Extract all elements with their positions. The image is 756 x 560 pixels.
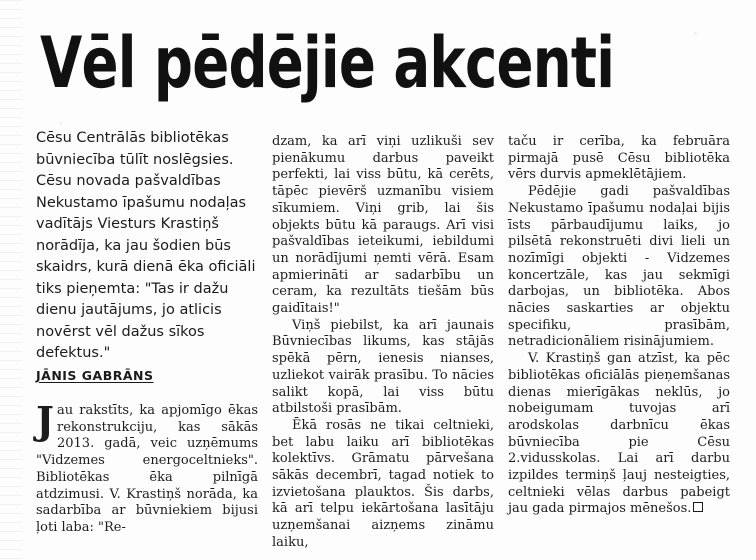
column-3-paragraph-3-text: V. Krastiņš gan atzīst, ka pēc bibliotēkas oficiālās pieņemšanas dienas mierīgākas neklūs, jo nobeigumam tuvojas arī arodskolas darbnīcu ēkas būvniecība pie Cēsu 2.vidusskolas. Lai arī darbu izpildes termiņš ļauj nesteigties, celtnieki vēlas darbus pabeigt jau gada pirmajos mēnešos. [508, 351, 730, 517]
column-3-paragraph-2: Pēdējie gadi pašvaldības Nekustamo īpašumu nodaļai bijis īsts pārbaudījumu laiks, jo pilsētā rekonstruēti divi lieli un nozīmīgi objekti - Vidzemes koncertzāle, kas jau sekmīgi darbojas, un bibliotēka. Abos nācies saskarties ar objektu specifiku, prasībām, netradicionāliem risinājumiem. [508, 184, 730, 350]
article-headline: Vēl pēdējie akcenti [40, 22, 615, 104]
column-1-paragraph [36, 398, 258, 537]
lead-paragraph: Cēsu Centrālās bibliotēkas būvniecība tūlīt noslēgsies. Cēsu novada pašvaldības Nekustamo īpašumu nodaļas vadītājs Viesturs Krastiņš norādīja, ka jau šodien būs skaidrs, kurā dienā ēka oficiāli tiks pieņemta: "Tas ir dažu dienu jautājums, jo atlicis novērst vēl dažus sīkos defektus." [36, 130, 256, 361]
article-column-1 [36, 398, 258, 537]
column-3-paragraph-1: taču ir cerība, ka februāra pirmajā pusē Cēsu bibliotēka vērs durvis apmeklētājiem. [508, 134, 730, 183]
column-3-paragraph-3 [508, 351, 730, 518]
drop-cap: J [36, 398, 54, 443]
author-byline: JĀNIS GABRĀNS [36, 368, 154, 383]
article-lead [36, 128, 256, 365]
column-2-paragraph-2: Viņš piebilst, ka arī jaunais Būvniecības likums, kas stājās spēkā pērn, ienesis nianses, uzliekot vairāk prasību. To nācies salikt kopā, lai viss būtu atbilstoši prasībām. [272, 317, 494, 417]
column-2-paragraph-3: Ēkā rosās ne tikai celtnieki, bet labu laiku arī bibliotēkas kolektīvs. Grāmatu pārvešana sākās decembrī, tagad notiek to izvietošana plauktos. Šis darbs, kā arī telpu iekārtošana lasītāju uzņemšanai aizņems zināmu laiku, [272, 417, 494, 550]
column-1-text: au rakstīts, ka apjomīgo ēkas rekonstrukciju, kas sākās 2013. gadā, veic uzņēmums "Vidzemes energoceltnieks". Bibliotēkas ēka pilnīgā atdzimusi. V. Krastiņš norāda, ka sadarbība ar būvniekiem bijusi ļoti laba: "Re- [36, 403, 258, 535]
end-of-article-mark [693, 502, 703, 512]
scan-edge-shadow [0, 0, 22, 560]
article-column-3 [508, 134, 730, 518]
article-column-2 [272, 134, 494, 552]
column-2-paragraph-1: dzam, ka arī viņi uzlikuši sev pienākumu darbus paveikt perfekti, lai viss būtu, kā cerēts, tāpēc pievērš uzmanību visiem sīkumiem. Viņi grib, lai šis objekts būtu kā paraugs. Arī visi pašvaldības ieteikumi, iebildumi un norādījumi ņemti vērā. Esam apmierināti ar sadarbību un ceram, ka rezultāts tiešām būs gaidītais!" [272, 134, 494, 317]
